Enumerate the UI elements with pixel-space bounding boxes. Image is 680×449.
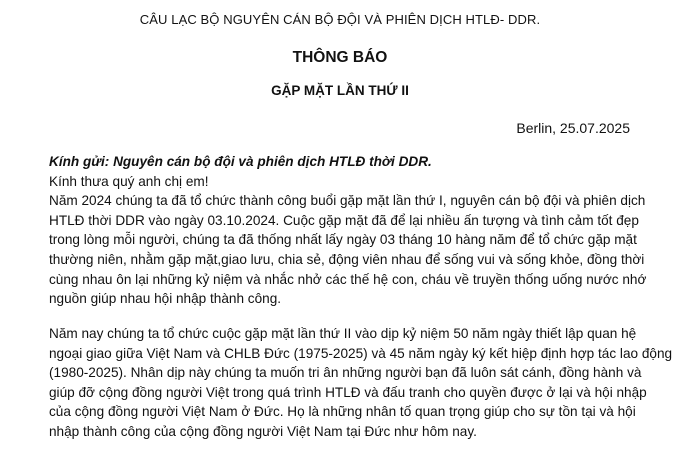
paragraph-2-line: Năm nay chúng ta tổ chức cuộc gặp mặt lần thứ II vào dịp kỷ niệm 50 năm ngày thiết lập quan hệ xyxy=(49,326,637,341)
document-title: THÔNG BÁO xyxy=(292,49,388,66)
paragraph-2 xyxy=(49,324,673,442)
paragraph-1-line: Năm 2024 chúng ta đã tổ chức thành công buổi gặp mặt lần thứ I, nguyên cán bộ đội và phiên dịch xyxy=(49,193,646,209)
letter-body-top xyxy=(49,152,649,309)
paragraph-2-line: giúp đỡ cộng đồng người Việt trong quá trình HTLĐ và đấu tranh cho quyền được ở lại và hội nhập xyxy=(49,384,647,400)
paragraph-2-line: của cộng đồng người Việt Nam ở Đức. Họ là những nhân tố quan trọng giúp cho sự tồn tại và hội xyxy=(49,404,636,420)
paragraph-2-line: nhập thành công của cộng đồng người Việt Nam tại Đức như hôm nay. xyxy=(49,423,477,439)
document-subtitle: GẶP MẶT LẦN THỨ II xyxy=(271,83,409,98)
letter-body-bottom xyxy=(49,324,673,442)
paragraph-1-line: HTLĐ thời DDR vào ngày 03.10.2024. Cuộc gặp mặt đã để lại nhiều ấn tượng và tình cảm tốt đẹp xyxy=(49,212,639,228)
paragraph-2-line: ngoại giao giữa Việt Nam và CHLB Đức (1975-2025) và 45 năm ngày ký kết hiệp định hợp tác lao động xyxy=(49,345,673,361)
paragraph-2-line: (1980-2025). Nhân dịp này chúng ta muốn tri ân những người bạn đã luôn sát cánh, đồng hành và xyxy=(49,365,642,381)
paragraph-1-line: thường niên, nhằm gặp mặt,giao lưu, chia sẻ, động viên nhau để sống vui và sống khỏe, đồng thời xyxy=(49,251,645,267)
paragraph-1-line: nguồn giúp nhau hội nhập thành công. xyxy=(49,291,282,307)
paragraph-1-line: trong lòng mỗi người, chúng ta đã thống nhất lấy ngày 03 tháng 10 hàng năm để tổ chức gặp mặt xyxy=(49,232,637,248)
greeting-line: Kính thưa quý anh chị em! xyxy=(49,173,209,189)
addressee-line: Kính gửi: Nguyên cán bộ đội và phiên dịch HTLĐ thời DDR. xyxy=(49,154,432,169)
club-name-heading: CÂU LẠC BỘ NGUYÊN CÁN BỘ ĐỘI VÀ PHIÊN DỊCH HTLĐ- DDR. xyxy=(139,12,541,27)
paragraph-1-line: cùng nhau ôn lại những kỷ niệm và nhắc nhở các thế hệ con, cháu về truyền thống uống nước nhớ xyxy=(49,271,647,287)
paragraph-1 xyxy=(49,191,649,309)
place-date: Berlin, 25.07.2025 xyxy=(516,120,630,136)
